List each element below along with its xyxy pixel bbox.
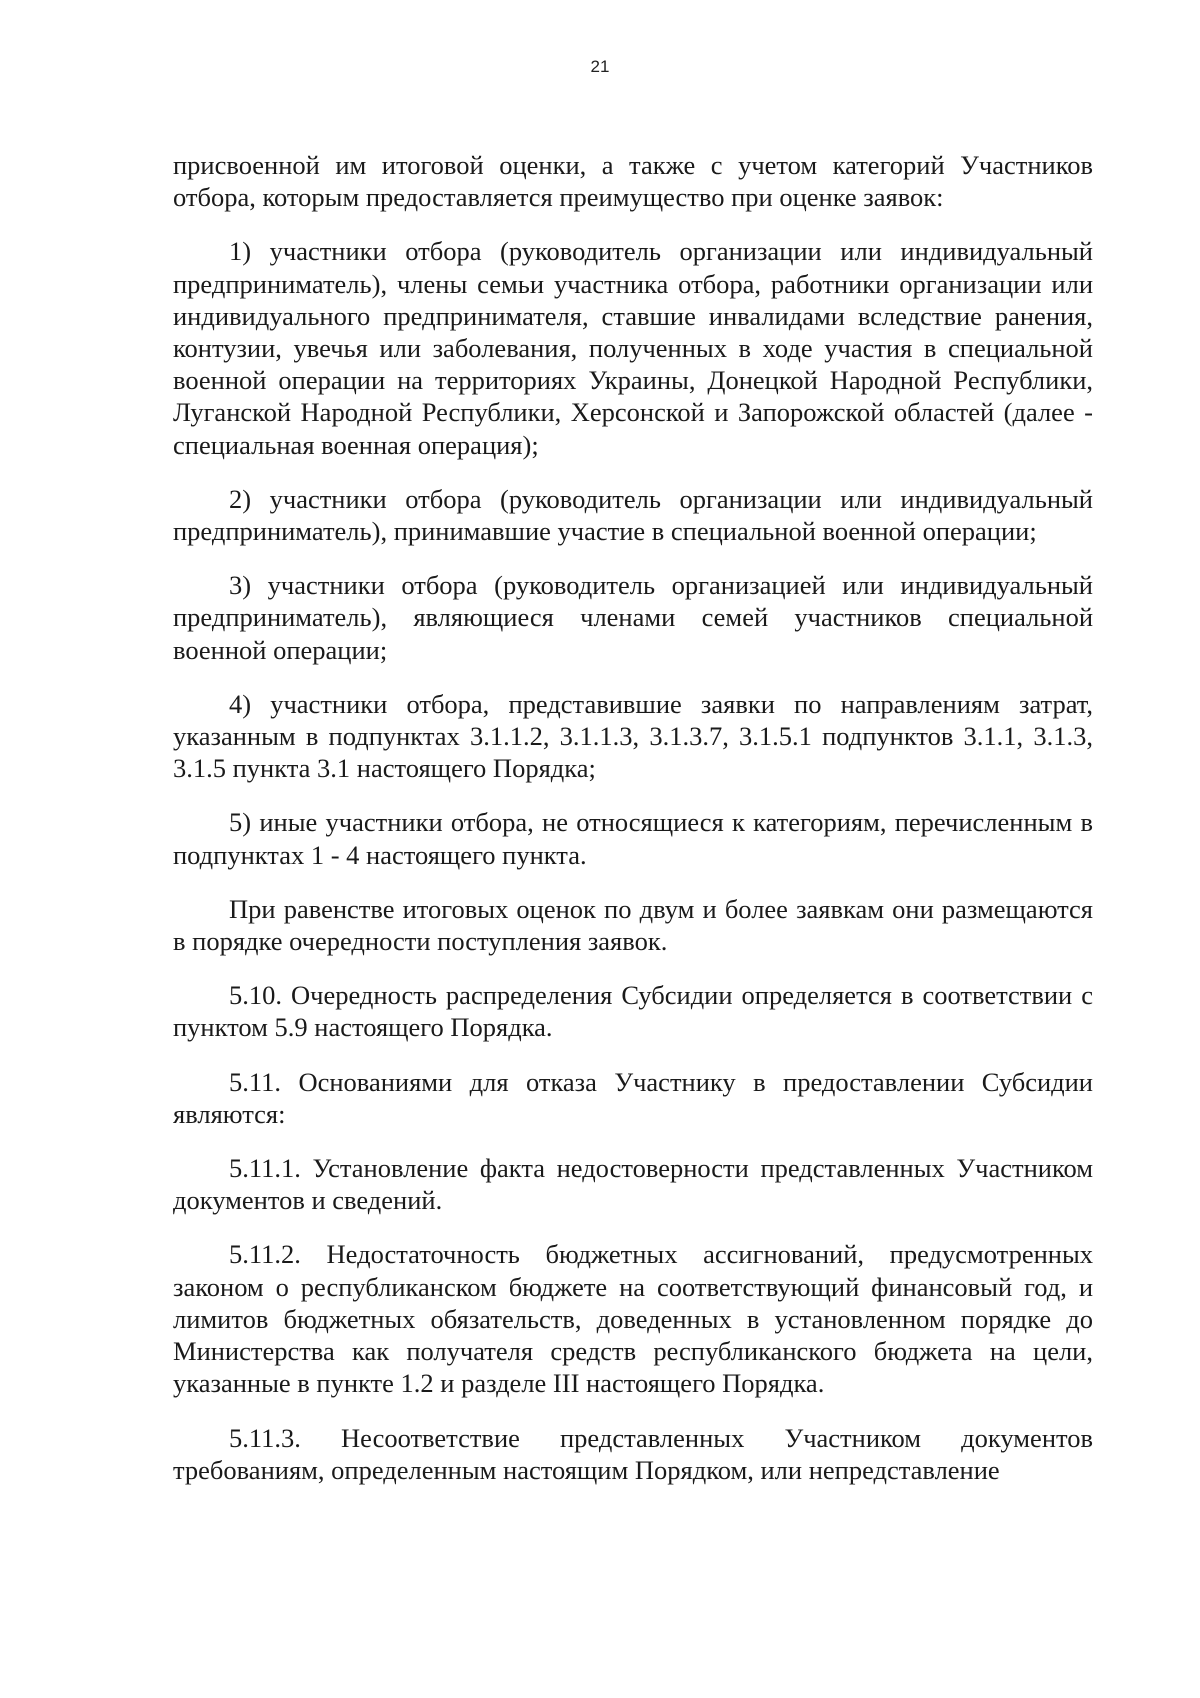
paragraph-category-2: 2) участники отбора (руководитель организации или индивидуальный предприниматель), принимавшие участие в специальной военной операции; bbox=[173, 483, 1093, 547]
paragraph-category-1: 1) участники отбора (руководитель организации или индивидуальный предприниматель), члены семьи участника отбора, работники организации или индивидуального предпринимателя, ставшие инвалидами вследствие ранения, контузии, увечья или заболевания, полученных в ходе участия в специальной военной операции на территориях Украины, Донецкой Народной Республики, Луганской Народной Республики, Херсонской и Запорожской областей (далее - специальная военная операция); bbox=[173, 236, 1093, 460]
paragraph-category-5: 5) иные участники отбора, не относящиеся к категориям, перечисленным в подпунктах 1 - 4 настоящего пункта. bbox=[173, 807, 1093, 870]
paragraph-equal-scores: При равенстве итоговых оценок по двум и более заявкам они размещаются в порядке очередности поступления заявок. bbox=[173, 893, 1093, 957]
paragraph-5-11-2: 5.11.2. Недостаточность бюджетных ассигнований, предусмотренных законом о республиканском бюджете на соответствующий финансовый год, и лимитов бюджетных обязательств, доведенных в установленном порядке до Министерства как получателя средств республиканского бюджета на цели, указанные в пункте 1.2 и разделе III настоящего Порядка. bbox=[173, 1239, 1093, 1399]
paragraph-5-11: 5.11. Основаниями для отказа Участнику в предоставлении Субсидии являются: bbox=[173, 1066, 1093, 1129]
paragraph-category-4: 4) участники отбора, представившие заявки по направлениям затрат, указанным в подпунктах 3.1.1.2, 3.1.1.3, 3.1.3.7, 3.1.5.1 подпунктов 3.1.1, 3.1.3, 3.1.5 пункта 3.1 настоящего Порядка; bbox=[173, 688, 1093, 784]
document-body bbox=[173, 149, 1093, 1508]
paragraph-category-3: 3) участники отбора (руководитель организацией или индивидуальный предприниматель), являющиеся членами семей участников специальной военной операции; bbox=[173, 570, 1093, 665]
paragraph-5-10: 5.10. Очередность распределения Субсидии определяется в соответствии с пунктом 5.9 настоящего Порядка. bbox=[173, 980, 1093, 1043]
paragraph-continuation: присвоенной им итоговой оценки, а также с учетом категорий Участников отбора, которым предоставляется преимущество при оценке заявок: bbox=[173, 150, 1093, 213]
page-number: 21 bbox=[590, 57, 610, 76]
paragraph-5-11-1: 5.11.1. Установление факта недостоверности представленных Участником документов и сведений. bbox=[173, 1153, 1093, 1216]
paragraph-5-11-3: 5.11.3. Несоответствие представленных Участником документов требованиям, определенным настоящим Порядком, или непредставление bbox=[173, 1422, 1093, 1485]
